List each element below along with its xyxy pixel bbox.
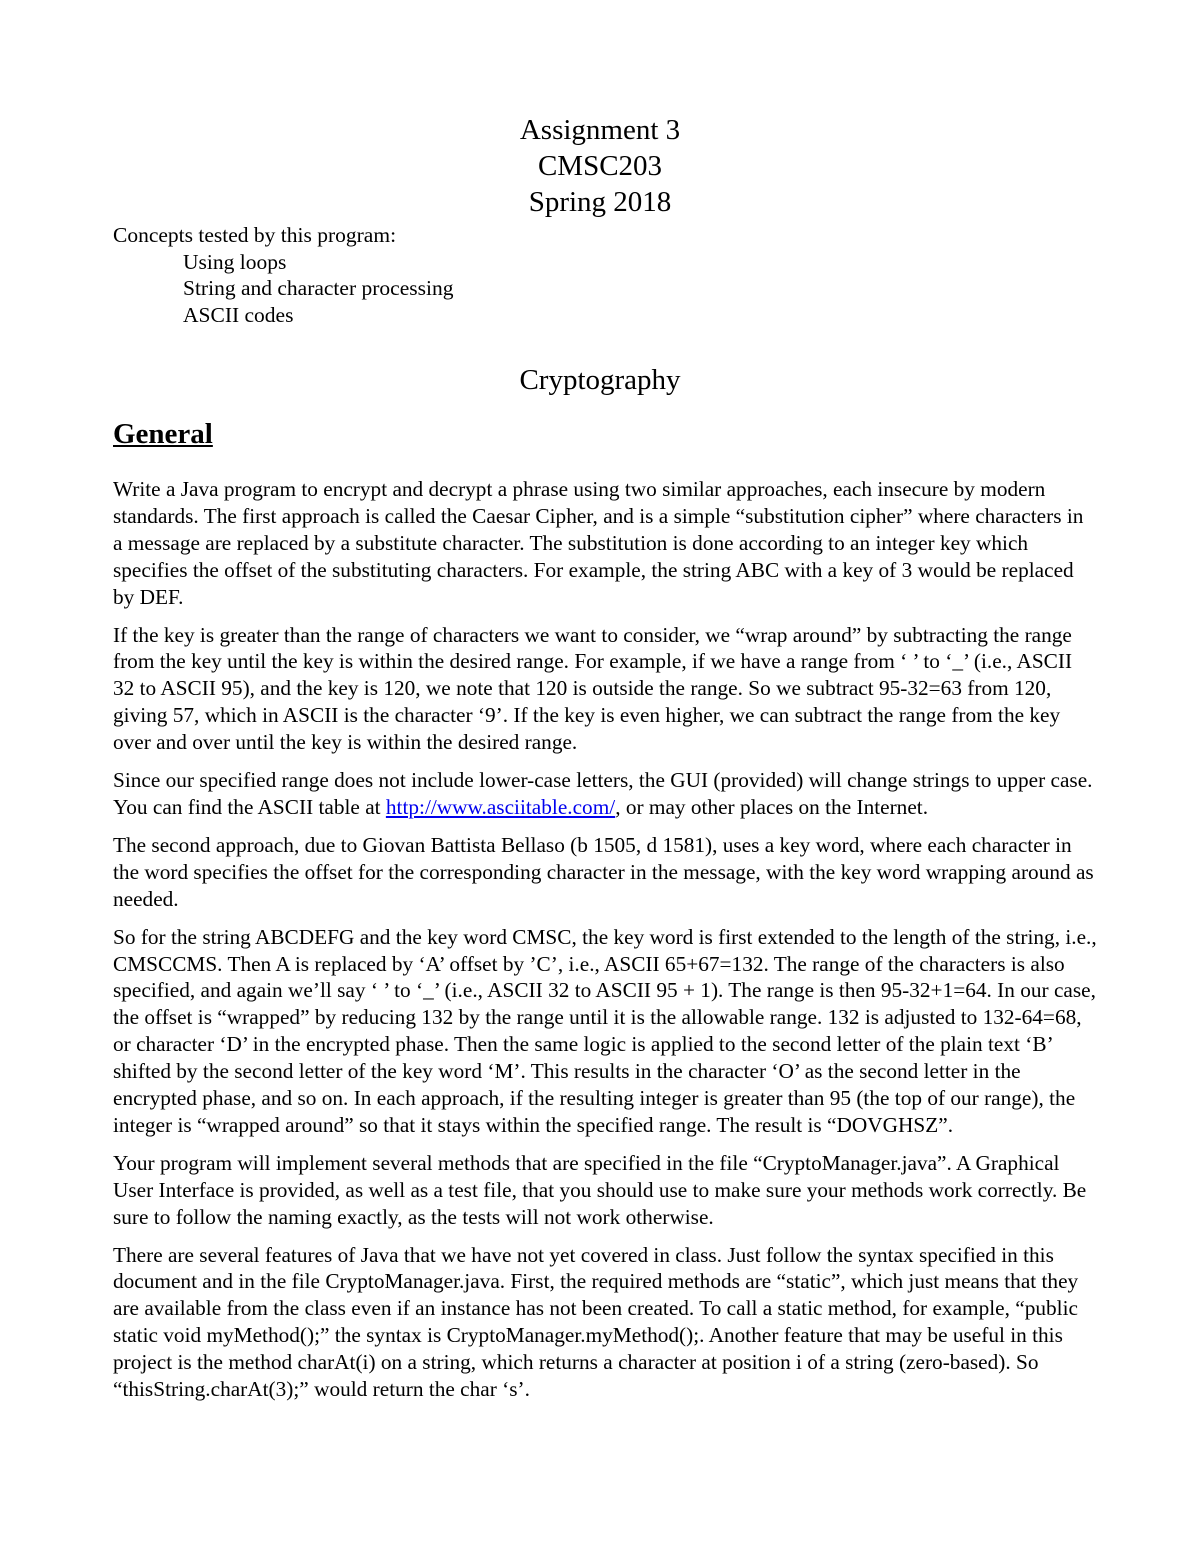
concepts-list [113,222,453,328]
concept-item: Using loops [183,249,287,274]
course-code: CMSC203 [537,150,663,182]
section-heading: General [113,418,213,450]
body-text [113,476,1098,1414]
section-title: Cryptography [519,364,681,396]
concept-item: String and character processing [183,276,454,300]
paragraph: Write a Java program to encrypt and decrypt a phrase using two similar approaches, each insecure by modern standards. The first approach is called the Caesar Cipher, and is a simple “substitution cipher” where characters in a message are replaced by a substitute character. The substitution is done according to an integer key which specifies the offset of the substituting characters. For example, the string ABC with a key of 3 would be replaced by DEF. [113,477,1084,609]
term: Spring 2018 [528,186,672,218]
paragraph: Your program will implement several methods that are specified in the file “CryptoManager.java”. A Graphical User Interface is provided, as well as a test file, that you should use to make sure your methods work correctly. Be sure to follow the naming exactly, as the tests will not work otherwise. [113,1150,1087,1229]
concept-item: ASCII codes [183,302,294,327]
paragraph-text: Since our specified range does not include lower-case letters, the GUI (provided) will change strings to upper case. You can find the ASCII table at [113,768,1093,819]
paragraph-text: , or may other places on the Internet. [615,794,929,819]
paragraph: The second approach, due to Giovan Battista Bellaso (b 1505, d 1581), uses a key word, where each character in the word specifies the offset for the corresponding character in the message, with the key word wrapping around as needed. [113,832,1094,911]
paragraph: So for the string ABCDEFG and the key word CMSC, the key word is first extended to the length of the string, i.e., CMSCCMS. Then A is replaced by ‘A’ offset by ’C’, i.e., ASCII 65+67=132. The range of the characters is also specified, and again we’ll say ‘ ’ to ‘_’ (i.e., ASCII 32 to ASCII 95 + 1). The range is then 95-32+1=64. In our case, the offset is “wrapped” by reducing 132 by the range until it is the allowable range. 132 is adjusted to 132-64=68, or character ‘D’ in the encrypted phase. Then the same logic is applied to the second letter of the plain text ‘B’ shifted by the second letter of the key word ‘M’. This results in the character ‘O’ as the second letter in the encrypted phase, and so on. In each approach, if the resulting integer is greater than 95 (the top of our range), the integer is “wrapped around” so that it stays within the specified range. The result is “DOVGHSZ”. [113,924,1097,1137]
paragraph: There are several features of Java that we have not yet covered in class. Just follow the syntax specified in this document and in the file CryptoManager.java. First, the required methods are “static”, which just means that they are available from the class even if an instance has not been created. To call a static method, for example, “public static void myMethod();” the syntax is CryptoManager.myMethod();. Another feature that may be useful in this project is the method charAt(i) on a string, which returns a character at position i of a string (zero-based). So “thisString.charAt(3);” would return the char ‘s’. [113,1242,1079,1402]
assignment-title: Assignment 3 [519,114,681,146]
concepts-intro: Concepts tested by this program: [113,223,397,247]
paragraph [113,767,1098,821]
paragraph: If the key is greater than the range of characters we want to consider, we “wrap around” by subtracting the range from the key until the key is within the desired range. For example, if we have a range from ‘ ’ to ‘_’ (i.e., ASCII 32 to ASCII 95), and the key is 120, we note that 120 is outside the range. So we subtract 95-32=63 from 120, giving 57, which in ASCII is the character ‘9’. If the key is even higher, we can subtract the range from the key over and over until the key is within the desired range. [113,622,1073,755]
title-block [0,112,1200,220]
ascii-table-link[interactable]: http://www.asciitable.com/ [385,794,616,819]
